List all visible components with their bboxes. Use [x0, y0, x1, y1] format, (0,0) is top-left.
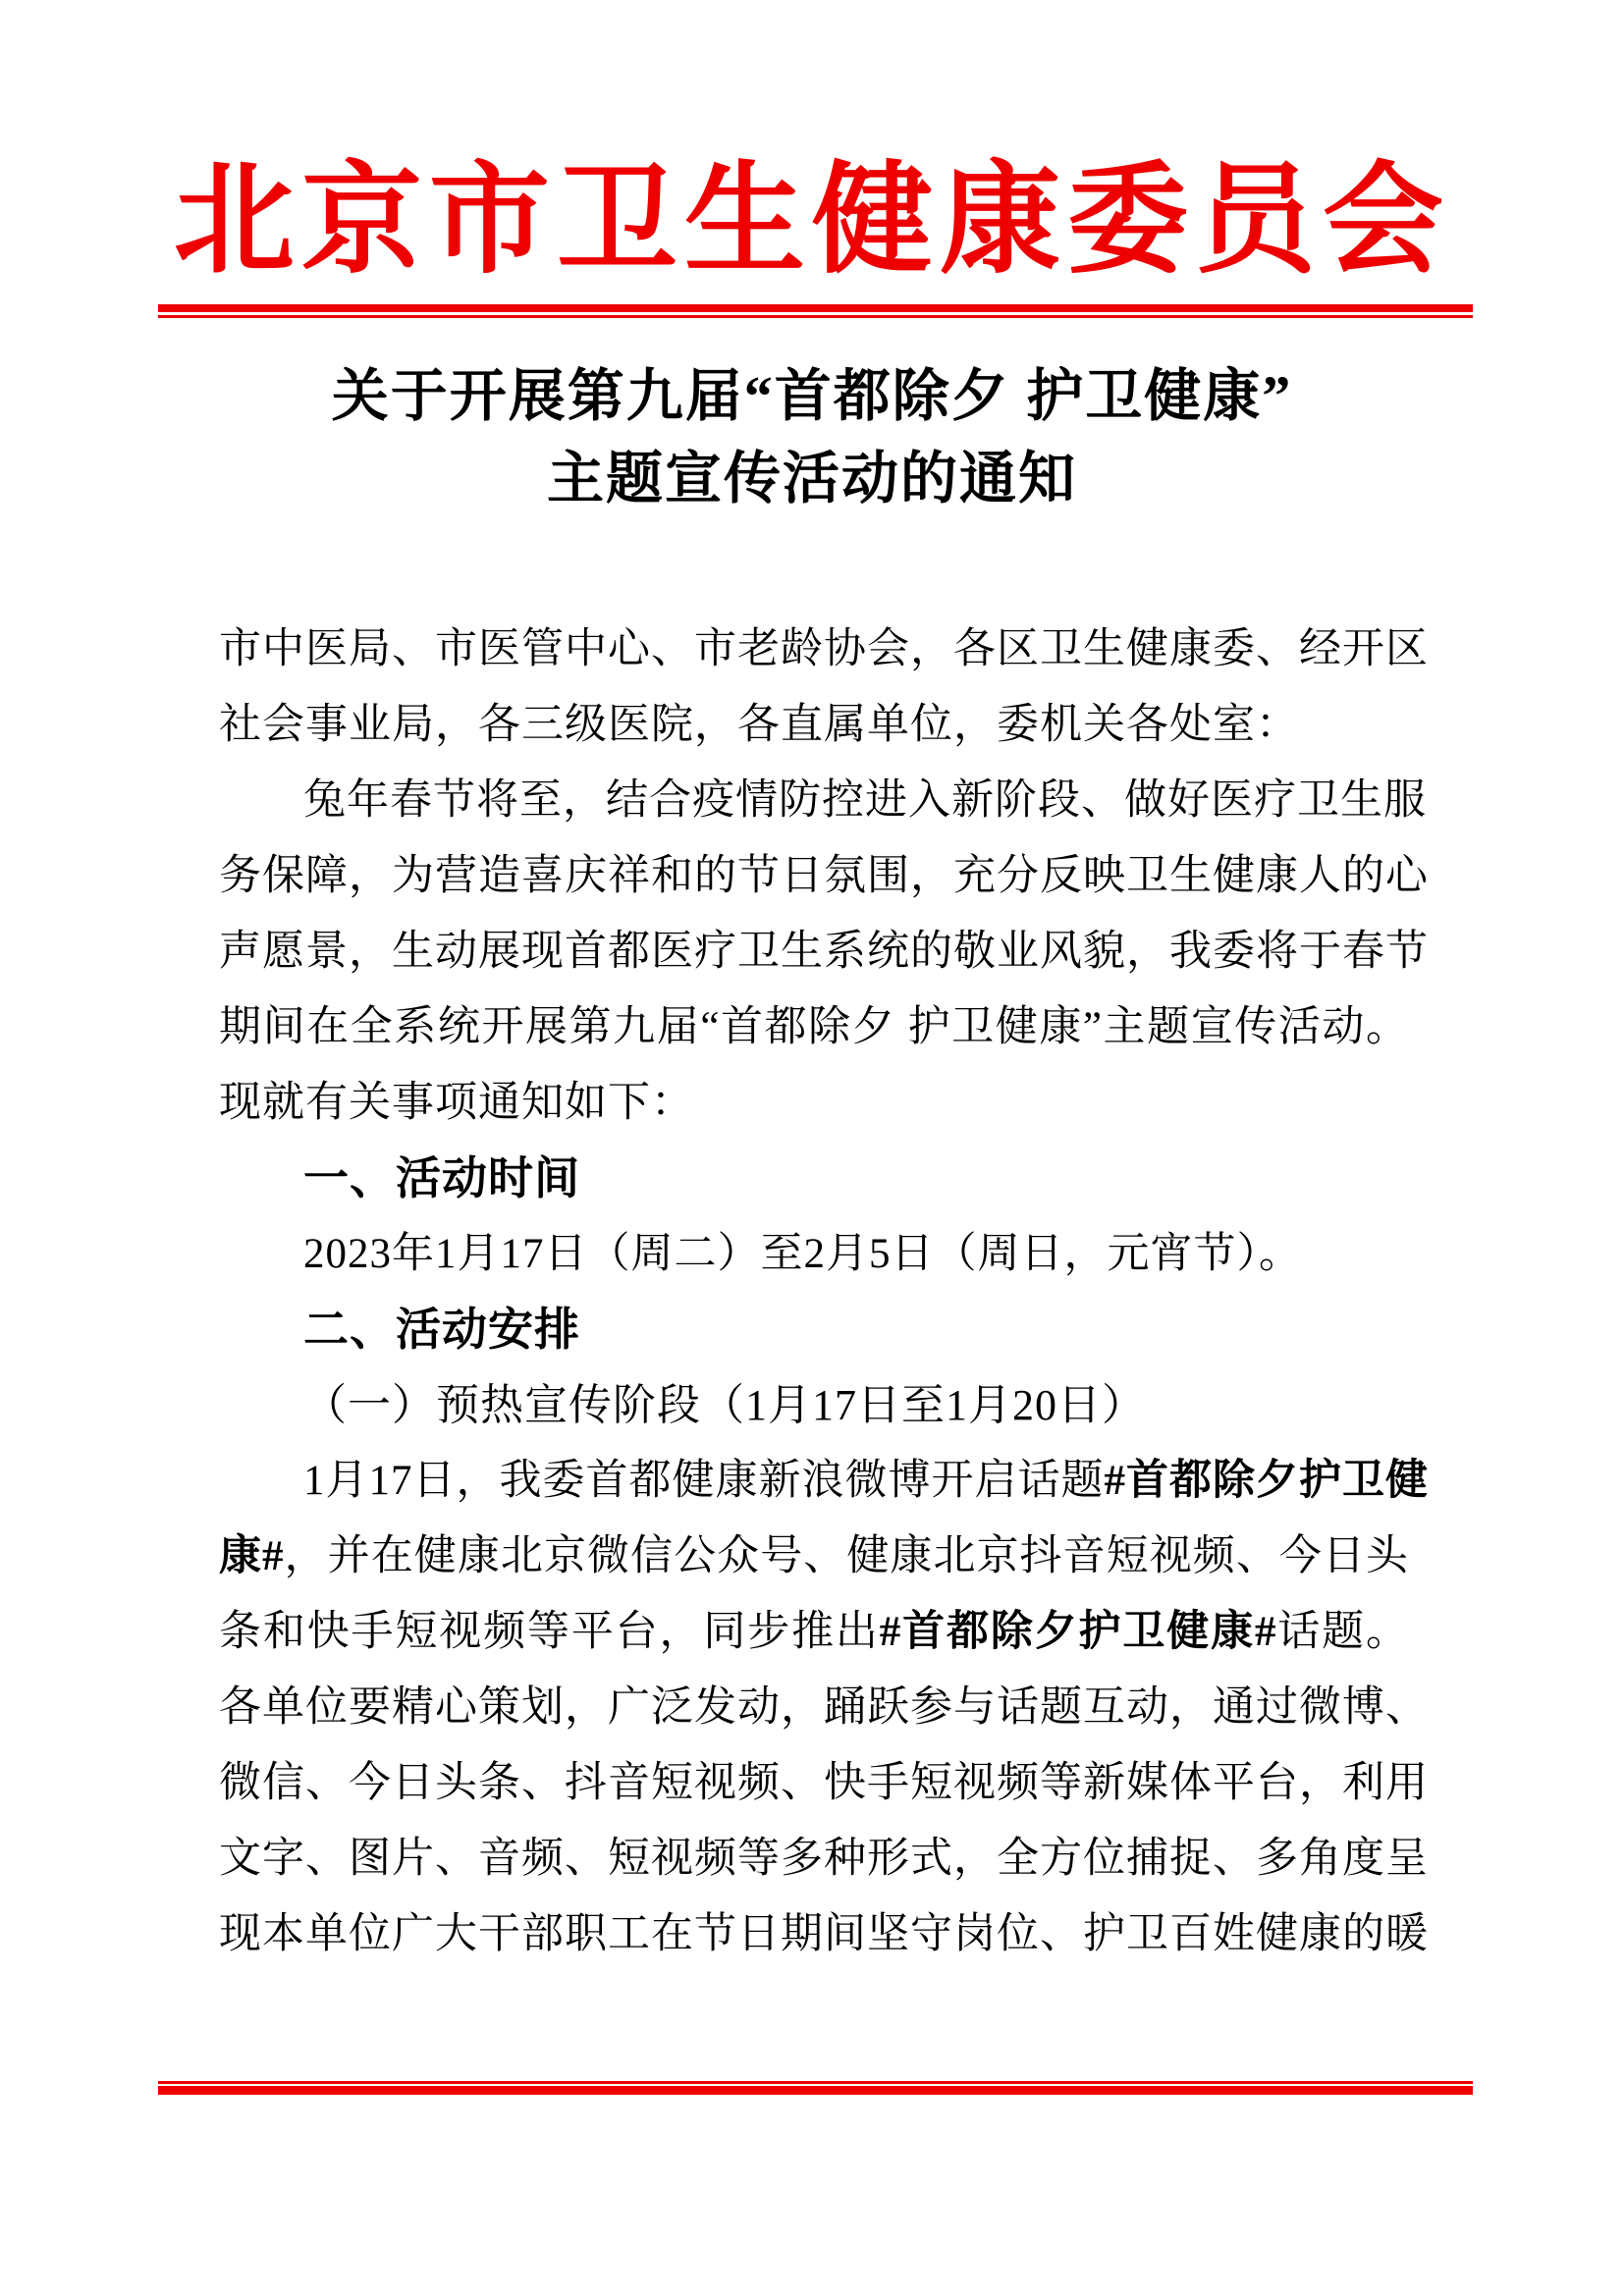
document-title [0, 355, 1624, 520]
body-line [219, 838, 1429, 914]
document-title-line2: 主题宣传活动的通知 [546, 447, 1077, 510]
body-text: 现就有关事项通知如下： [219, 1080, 694, 1126]
body-line [219, 1519, 1409, 1594]
body-text: 2023年1月17日（周二）至2月5日（周日，元宵节）。 [303, 1231, 1302, 1277]
body-text: 兔年春节将至，结合疫情防控进入新阶段、做好医疗卫生服 [303, 777, 1427, 824]
body-text: 1月17日，我委首都健康新浪微博开启话题 [303, 1458, 1105, 1504]
footer-rule [158, 2081, 1473, 2095]
body-text: 社会事业局，各三级医院，各直属单位，委机关各处室： [219, 702, 1299, 748]
body-line [219, 989, 1409, 1065]
body-text: 微信、今日头条、抖音短视频、快手短视频等新媒体平台，利用 [219, 1760, 1429, 1806]
body-line [219, 612, 1429, 687]
body-line [219, 763, 1427, 838]
document-body [219, 612, 1429, 1972]
body-line [219, 1216, 1409, 1292]
body-line [219, 1594, 1409, 1670]
org-header-title: 北京市卫生健康委员会 [174, 153, 1450, 288]
body-line [219, 1367, 1409, 1443]
body-line [219, 914, 1429, 989]
body-text: 声愿景，生动展现首都医疗卫生系统的敬业风貌，我委将于春节 [219, 929, 1429, 975]
body-text: 文字、图片、音频、短视频等多种形式，全方位捕捉、多角度呈 [219, 1836, 1429, 1882]
body-text: 务保障，为营造喜庆祥和的节日氛围，充分反映卫生健康人的心 [219, 853, 1429, 899]
body-line [219, 1670, 1429, 1745]
header-rule [158, 304, 1473, 318]
body-text: 条和快手短视频等平台，同步推出 [219, 1609, 880, 1655]
document-title-line1: 关于开展第九届“首都除夕 护卫健康” [331, 364, 1293, 428]
body-line [219, 1745, 1429, 1821]
body-text: 各单位要精心策划，广泛发动，踊跃参与话题互动，通过微博、 [219, 1684, 1429, 1731]
body-text: ，并在健康北京微信公众号、健康北京抖音短视频、今日头 [284, 1533, 1410, 1579]
body-text: 话题。 [1276, 1609, 1410, 1655]
hashtag-bold-text: 康# [219, 1533, 285, 1579]
body-text: 一、活动时间 [303, 1152, 580, 1203]
header-rule-thin-line [158, 315, 1473, 318]
body-line [219, 1443, 1429, 1519]
footer-rule-thick-line [158, 2086, 1473, 2095]
body-text: 市中医局、市医管中心、市老龄协会，各区卫生健康委、经开区 [219, 626, 1429, 672]
hashtag-bold-text: #首都除夕护卫健 [1104, 1458, 1429, 1504]
header-rule-thick-line [158, 304, 1473, 312]
body-text: 二、活动安排 [303, 1304, 580, 1355]
body-line [219, 1141, 1409, 1216]
body-text: 现本单位广大干部职工在节日期间坚守岗位、护卫百姓健康的暖 [219, 1911, 1429, 1957]
body-text: （一）预热宣传阶段（1月17日至1月20日） [303, 1381, 1146, 1429]
body-line [219, 1896, 1429, 1972]
body-text: 期间在全系统开展第九届“首都除夕 护卫健康”主题宣传活动。 [219, 1004, 1409, 1050]
body-line [219, 1292, 1409, 1367]
body-line [219, 687, 1409, 763]
hashtag-bold-text: #首都除夕护卫健康# [879, 1609, 1277, 1655]
body-line [219, 1065, 1409, 1141]
body-line [219, 1821, 1429, 1896]
